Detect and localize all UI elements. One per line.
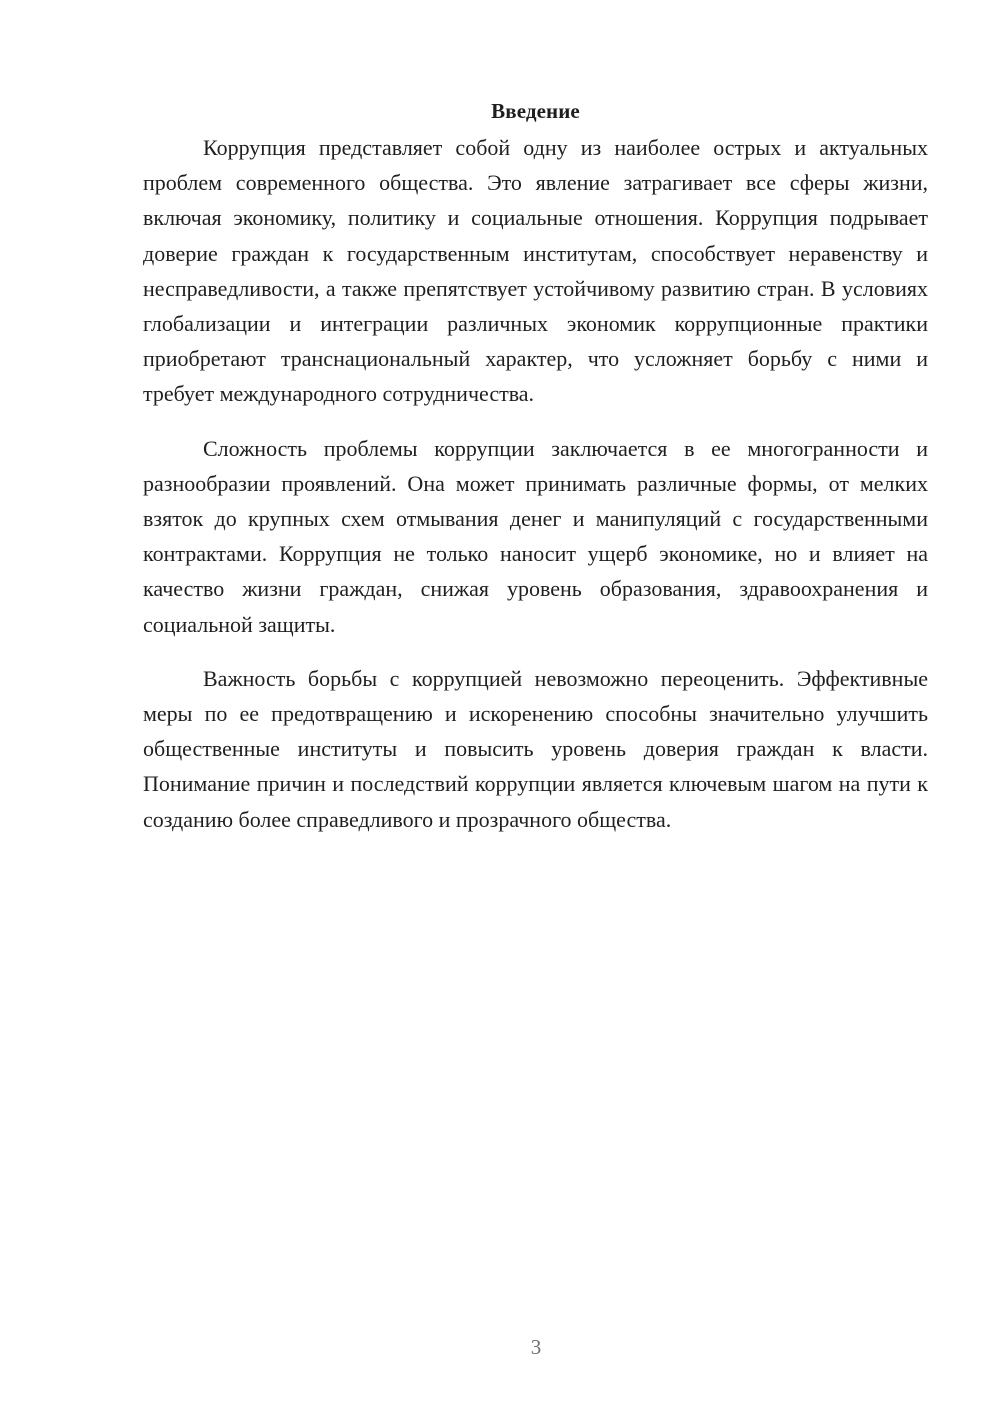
paragraph-2: Сложность проблемы коррупции заключается в ее многогранности и разнообразии проявлений. Она может принимать различные формы, от мелких взяток до крупных схем отмывания денег и манипуляций с государственными контрактами. Коррупция не только наносит ущерб экономике, но и влияет на качество жизни граждан, снижая уровень образования, здравоохранения и социальной защиты. <box>143 435 928 637</box>
paragraph-1: Коррупция представляет собой одну из наиболее острых и актуальных проблем современного общества. Это явление затрагивает все сферы жизни, включая экономику, политику и социальные отношения. Коррупция подрывает доверие граждан к государственным институтам, способствует неравенству и несправедливости, а также препятствует устойчивому развитию стран. В условиях глобализации и интеграции различных экономик коррупционные практики приобретают транснациональный характер, что усложняет борьбу с ними и требует международного сотрудничества. <box>143 135 928 407</box>
page-content <box>143 96 928 856</box>
section-heading: Введение <box>491 99 580 123</box>
page-number: 3 <box>530 1335 542 1359</box>
paragraph-3: Важность борьбы с коррупцией невозможно переоценить. Эффективные меры по ее предотвращению и искоренению способны значительно улучшить общественные институты и повысить уровень доверия граждан к власти. Понимание причин и последствий коррупции является ключевым шагом на пути к созданию более справедливого и прозрачного общества. <box>143 665 928 832</box>
